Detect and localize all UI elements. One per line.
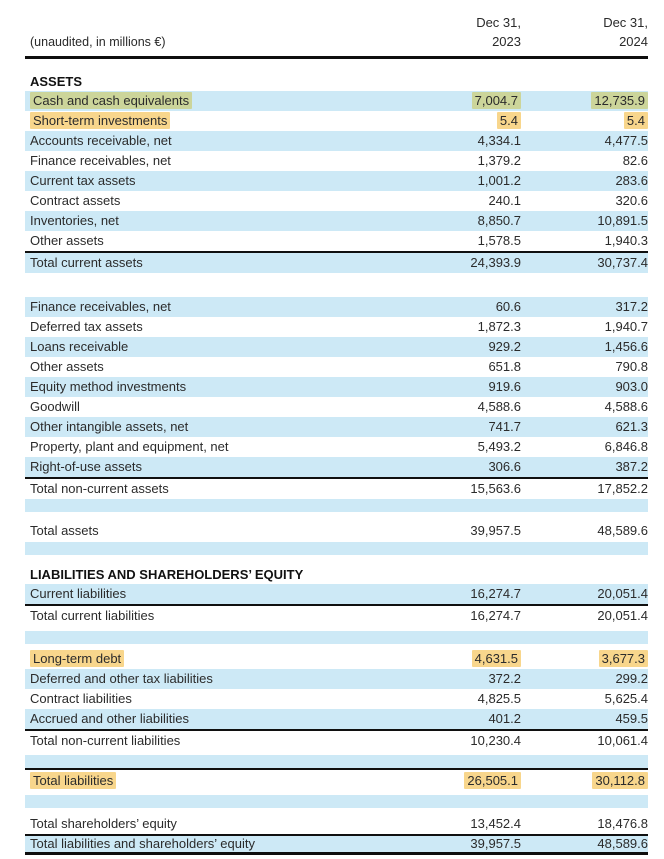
row-label-cell xyxy=(25,152,406,170)
column-header-2023-line1: Dec 31, xyxy=(476,15,521,30)
row-label: Total non-current assets xyxy=(30,481,169,496)
value-2023-cell xyxy=(406,232,521,250)
value-2023: 401.2 xyxy=(488,711,521,726)
table-row xyxy=(25,457,648,477)
row-label: Current liabilities xyxy=(30,586,127,601)
row-label-cell xyxy=(25,815,406,833)
row-label-cell xyxy=(25,732,406,750)
value-2023-cell xyxy=(406,192,521,210)
value-2024-cell xyxy=(521,92,648,110)
row-label-cell xyxy=(25,772,406,790)
value-2023-cell xyxy=(406,92,521,110)
value-2023-cell xyxy=(406,298,521,316)
value-2024-cell xyxy=(521,298,648,316)
row-label-cell xyxy=(25,398,406,416)
spacer-row xyxy=(25,555,648,564)
value-2023: 7,004.7 xyxy=(472,92,521,109)
section-header-row xyxy=(25,72,648,91)
value-2023: 741.7 xyxy=(488,419,521,434)
value-2023-cell xyxy=(406,338,521,356)
value-2024-cell xyxy=(521,710,648,728)
row-label-cell xyxy=(25,480,406,498)
header-line-1 xyxy=(25,12,648,30)
value-2024-cell xyxy=(521,670,648,688)
column-header-2024-line2: 2024 xyxy=(619,34,648,49)
value-2024-cell xyxy=(521,212,648,230)
value-2024: 5,625.4 xyxy=(604,691,648,706)
value-2024: 903.0 xyxy=(615,379,648,394)
value-2024: 317.2 xyxy=(615,299,648,314)
value-2024: 790.8 xyxy=(615,359,648,374)
value-2023-cell xyxy=(406,318,521,336)
value-2024-cell xyxy=(521,318,648,336)
row-label: Deferred tax assets xyxy=(30,319,143,334)
row-label-cell xyxy=(25,212,406,230)
value-2024-cell xyxy=(521,112,648,130)
value-2023: 10,230.4 xyxy=(470,733,521,748)
value-2023-cell xyxy=(406,835,521,853)
spacer-row xyxy=(25,499,648,512)
value-2023: 16,274.7 xyxy=(470,586,521,601)
value-2023: 5.4 xyxy=(497,112,521,129)
spacer-row xyxy=(25,542,648,555)
spacer-row xyxy=(25,59,648,72)
row-label: Finance receivables, net xyxy=(30,153,171,168)
value-2023-cell xyxy=(406,438,521,456)
row-label: Cash and cash equivalents xyxy=(30,92,192,109)
value-2024: 1,456.6 xyxy=(604,339,648,354)
spacer-row xyxy=(25,273,648,297)
table-row xyxy=(25,151,648,171)
value-2023-cell xyxy=(406,152,521,170)
row-label-cell xyxy=(25,172,406,190)
table-row xyxy=(25,377,648,397)
value-2024: 30,112.8 xyxy=(592,772,648,789)
row-label: Contract assets xyxy=(30,193,121,208)
value-2024-cell xyxy=(521,458,648,476)
row-label: Current tax assets xyxy=(30,173,136,188)
row-label: Total current liabilities xyxy=(30,608,155,623)
row-label: Equity method investments xyxy=(30,379,187,394)
value-2023-cell xyxy=(406,522,521,540)
value-2023: 8,850.7 xyxy=(477,213,521,228)
value-2023-cell xyxy=(406,815,521,833)
header-line-2 xyxy=(25,30,648,56)
value-2023-cell xyxy=(406,690,521,708)
table-row xyxy=(25,231,648,251)
value-2024-cell xyxy=(521,418,648,436)
table-row xyxy=(25,729,648,751)
table-row xyxy=(25,191,648,211)
row-label-cell xyxy=(25,650,406,668)
value-2023-cell xyxy=(406,254,521,272)
table-row xyxy=(25,669,648,689)
value-2024: 17,852.2 xyxy=(597,481,648,496)
row-label-cell xyxy=(25,607,406,625)
value-2024: 320.6 xyxy=(615,193,648,208)
value-2024: 20,051.4 xyxy=(597,586,648,601)
value-2023: 4,588.6 xyxy=(477,399,521,414)
row-label-cell xyxy=(25,710,406,728)
value-2023-cell xyxy=(406,378,521,396)
value-2024: 48,589.6 xyxy=(597,836,648,851)
value-2023-cell xyxy=(406,398,521,416)
table-row xyxy=(25,111,648,131)
row-label-cell xyxy=(25,318,406,336)
row-label: Other assets xyxy=(30,233,104,248)
value-2023-cell xyxy=(406,607,521,625)
value-2023: 4,631.5 xyxy=(472,650,521,667)
row-label-cell xyxy=(25,418,406,436)
row-label-cell xyxy=(25,192,406,210)
section-title: LIABILITIES AND SHAREHOLDERS’ EQUITY xyxy=(30,566,304,582)
table-row xyxy=(25,337,648,357)
value-2024: 299.2 xyxy=(615,671,648,686)
value-2023: 15,563.6 xyxy=(470,481,521,496)
value-2024-cell xyxy=(521,132,648,150)
row-label: Total assets xyxy=(30,523,99,538)
column-header-2024-line1: Dec 31, xyxy=(603,15,648,30)
value-2023: 60.6 xyxy=(495,299,521,314)
value-2023: 39,957.5 xyxy=(470,523,521,538)
value-2024-cell xyxy=(521,254,648,272)
spacer-row xyxy=(25,512,648,520)
table-row xyxy=(25,689,648,709)
row-label: Deferred and other tax liabilities xyxy=(30,671,213,686)
value-2023-cell xyxy=(406,732,521,750)
table-row xyxy=(25,437,648,457)
value-2024: 6,846.8 xyxy=(604,439,648,454)
value-2024-cell xyxy=(521,690,648,708)
table-row xyxy=(25,768,648,792)
value-2023-cell xyxy=(406,772,521,790)
value-2024-cell xyxy=(521,232,648,250)
spacer-row xyxy=(25,795,648,808)
value-2024-cell xyxy=(521,358,648,376)
table-row xyxy=(25,357,648,377)
value-2024-cell xyxy=(521,480,648,498)
value-2023: 5,493.2 xyxy=(477,439,521,454)
value-2023: 13,452.4 xyxy=(470,816,521,831)
table-row xyxy=(25,814,648,834)
value-2023-cell xyxy=(406,112,521,130)
row-label-cell xyxy=(25,585,406,603)
value-2023: 39,957.5 xyxy=(470,836,521,851)
section-title: ASSETS xyxy=(30,74,83,89)
value-2024-cell xyxy=(521,522,648,540)
value-2023: 919.6 xyxy=(488,379,521,394)
table-row xyxy=(25,649,648,669)
value-2024-cell xyxy=(521,378,648,396)
value-2024: 621.3 xyxy=(615,419,648,434)
row-label: Finance receivables, net xyxy=(30,299,171,314)
table-row xyxy=(25,171,648,191)
value-2023: 651.8 xyxy=(488,359,521,374)
value-2024-cell xyxy=(521,650,648,668)
value-2024: 18,476.8 xyxy=(597,816,648,831)
value-2024: 12,735.9 xyxy=(591,92,648,109)
row-label-cell xyxy=(25,132,406,150)
row-label: Total liabilities and shareholders’ equity xyxy=(30,836,255,851)
value-2023-cell xyxy=(406,132,521,150)
row-label-cell xyxy=(25,298,406,316)
row-label: Inventories, net xyxy=(30,213,119,228)
value-2024-cell xyxy=(521,338,648,356)
value-2023: 24,393.9 xyxy=(470,255,521,270)
value-2024-cell xyxy=(521,607,648,625)
table-row xyxy=(25,520,648,542)
value-2023-cell xyxy=(406,212,521,230)
table-row xyxy=(25,477,648,499)
value-2023-cell xyxy=(406,418,521,436)
units-caption: (unaudited, in millions €) xyxy=(30,35,166,49)
value-2024-cell xyxy=(521,585,648,603)
row-label: Total current assets xyxy=(30,255,143,270)
value-2024: 20,051.4 xyxy=(597,608,648,623)
row-label-cell xyxy=(25,438,406,456)
row-label: Total shareholders’ equity xyxy=(30,816,177,831)
row-label-cell xyxy=(25,92,406,110)
value-2023-cell xyxy=(406,650,521,668)
row-label: Right-of-use assets xyxy=(30,459,142,474)
value-2023: 372.2 xyxy=(488,671,521,686)
value-2024: 4,588.6 xyxy=(604,399,648,414)
row-label: Goodwill xyxy=(30,399,80,414)
value-2023: 306.6 xyxy=(488,459,521,474)
value-2024: 10,061.4 xyxy=(597,733,648,748)
spacer-row xyxy=(25,755,648,768)
row-label: Short-term investments xyxy=(30,112,170,129)
table-row xyxy=(25,297,648,317)
value-2023-cell xyxy=(406,480,521,498)
row-label-cell xyxy=(25,112,406,130)
row-label: Accrued and other liabilities xyxy=(30,711,189,726)
row-label: Total liabilities xyxy=(30,772,116,789)
row-label: Contract liabilities xyxy=(30,691,132,706)
value-2024: 283.6 xyxy=(615,173,648,188)
value-2024-cell xyxy=(521,398,648,416)
value-2023-cell xyxy=(406,458,521,476)
value-2024-cell xyxy=(521,192,648,210)
table-row xyxy=(25,584,648,604)
value-2024: 459.5 xyxy=(615,711,648,726)
table-row xyxy=(25,251,648,273)
value-2023: 4,825.5 xyxy=(477,691,521,706)
value-2024: 1,940.3 xyxy=(604,233,648,248)
value-2023: 1,578.5 xyxy=(477,233,521,248)
table-row xyxy=(25,417,648,437)
value-2023-cell xyxy=(406,710,521,728)
row-label-cell xyxy=(25,232,406,250)
table-row xyxy=(25,131,648,151)
spacer-row xyxy=(25,631,648,644)
value-2023-cell xyxy=(406,670,521,688)
value-2023: 240.1 xyxy=(488,193,521,208)
table-row xyxy=(25,397,648,417)
value-2024: 48,589.6 xyxy=(597,523,648,538)
value-2024: 5.4 xyxy=(624,112,648,129)
value-2024-cell xyxy=(521,815,648,833)
value-2024-cell xyxy=(521,835,648,853)
row-label-cell xyxy=(25,690,406,708)
column-header-2023-line2: 2023 xyxy=(492,34,521,49)
balance-sheet-table xyxy=(25,0,648,855)
value-2024: 30,737.4 xyxy=(597,255,648,270)
table-row xyxy=(25,317,648,337)
row-label-cell xyxy=(25,835,406,853)
row-label: Property, plant and equipment, net xyxy=(30,439,229,454)
value-2023: 1,872.3 xyxy=(477,319,521,334)
value-2023: 26,505.1 xyxy=(464,772,521,789)
value-2023-cell xyxy=(406,585,521,603)
value-2023-cell xyxy=(406,358,521,376)
table-row xyxy=(25,834,648,855)
table-row xyxy=(25,604,648,626)
table-row xyxy=(25,709,648,729)
row-label-cell xyxy=(25,458,406,476)
value-2024-cell xyxy=(521,732,648,750)
row-label: Accounts receivable, net xyxy=(30,133,172,148)
table-row xyxy=(25,211,648,231)
table-body xyxy=(25,59,648,855)
value-2024-cell xyxy=(521,152,648,170)
value-2023: 1,379.2 xyxy=(477,153,521,168)
value-2023: 1,001.2 xyxy=(477,173,521,188)
value-2024: 4,477.5 xyxy=(604,133,648,148)
value-2024: 10,891.5 xyxy=(597,213,648,228)
value-2023-cell xyxy=(406,172,521,190)
row-label: Other assets xyxy=(30,359,104,374)
row-label-cell xyxy=(25,358,406,376)
value-2024: 387.2 xyxy=(615,459,648,474)
value-2024-cell xyxy=(521,772,648,790)
value-2024: 82.6 xyxy=(622,153,648,168)
row-label: Loans receivable xyxy=(30,339,129,354)
table-row xyxy=(25,91,648,111)
value-2024-cell xyxy=(521,438,648,456)
row-label: Total non-current liabilities xyxy=(30,733,181,748)
row-label: Long-term debt xyxy=(30,650,124,667)
row-label-cell xyxy=(25,670,406,688)
value-2024: 3,677.3 xyxy=(599,650,648,667)
value-2024: 1,940.7 xyxy=(604,319,648,334)
row-label-cell xyxy=(25,378,406,396)
section-header-row xyxy=(25,564,648,584)
value-2023: 16,274.7 xyxy=(470,608,521,623)
value-2023: 929.2 xyxy=(488,339,521,354)
row-label-cell xyxy=(25,522,406,540)
value-2023: 4,334.1 xyxy=(477,133,521,148)
row-label-cell xyxy=(25,254,406,272)
row-label-cell xyxy=(25,338,406,356)
row-label: Other intangible assets, net xyxy=(30,419,189,434)
table-header xyxy=(25,0,648,59)
value-2024-cell xyxy=(521,172,648,190)
